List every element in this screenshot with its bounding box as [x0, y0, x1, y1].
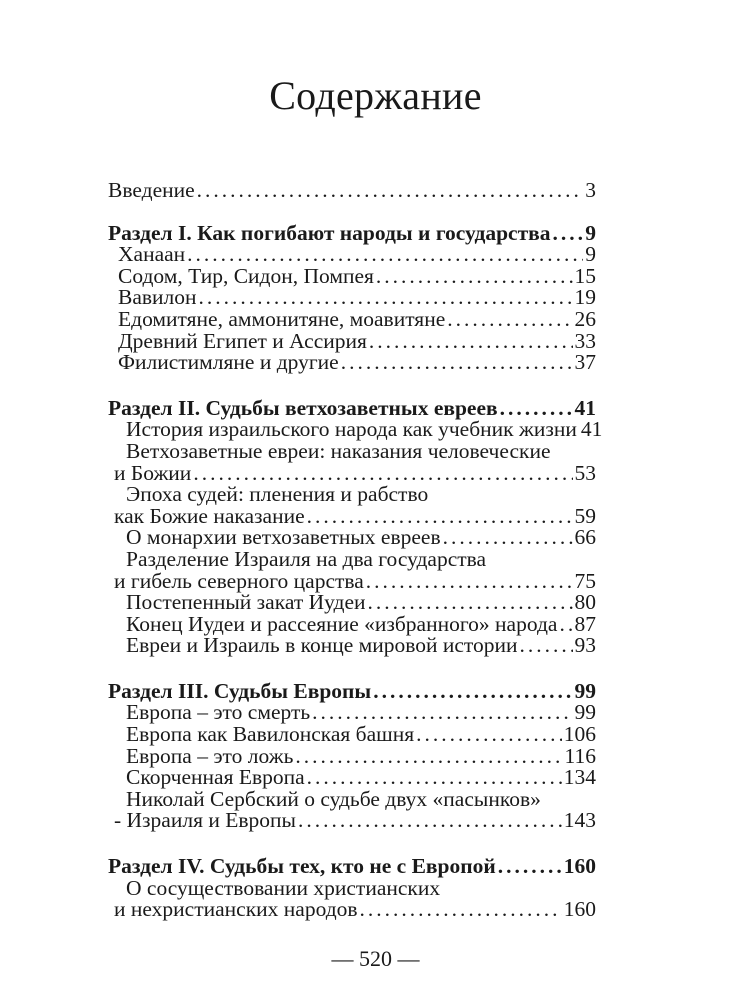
toc-entry-label-line1[interactable]: Разделение Израиля на два государства — [126, 546, 487, 571]
toc-entry-label-line1[interactable]: Николай Сербский о судьбе двух «пасынков» — [126, 786, 541, 811]
page-title: Содержание — [269, 73, 482, 118]
toc-section-label: Раздел IV. Судьбы тех, кто не с Европой — [108, 854, 496, 879]
leader-dots — [559, 614, 572, 636]
toc-entry[interactable] — [108, 328, 596, 353]
toc-entry-label: Введение — [108, 178, 195, 202]
toc-entry[interactable] — [108, 244, 596, 266]
toc-section-label: Раздел I. Как погибают народы и государства — [108, 220, 551, 245]
leader-dots — [307, 767, 562, 789]
toc-section-label: Раздел III. Судьбы Европы — [108, 678, 372, 703]
leader-dots — [368, 592, 573, 614]
toc-entry-page: 80 — [574, 590, 596, 615]
leader-dots — [443, 527, 573, 549]
toc-entry-label: Вавилон — [118, 285, 197, 310]
leader-dots — [197, 180, 584, 202]
toc-entry-label-line2: - Израиля и Европы — [114, 808, 296, 833]
leader-dots — [193, 463, 572, 485]
toc-entry-label: Едомитяне, аммонитяне, моавитяне — [118, 306, 446, 331]
toc-entry-label: Содом, Тир, Сидон, Помпея — [118, 263, 374, 288]
toc-entry-label: История израильского народа как учебник жизни — [126, 417, 577, 442]
toc-section-2[interactable] — [108, 395, 596, 420]
toc-section-page: 99 — [574, 678, 596, 703]
leader-dots — [307, 506, 573, 528]
toc-entry-page: 9 — [585, 242, 596, 267]
toc-entry[interactable] — [108, 724, 596, 746]
toc-entry-page: 116 — [564, 743, 596, 768]
toc-entry[interactable] — [108, 263, 596, 288]
toc-entry-label: Скорченная Европа — [126, 765, 305, 790]
toc-entry-intro[interactable] — [108, 180, 596, 202]
toc-section-page: 41 — [574, 395, 596, 420]
toc-entry-page: 37 — [574, 350, 596, 375]
toc-section-4[interactable] — [108, 856, 596, 878]
toc-entry-page: 53 — [574, 460, 596, 485]
toc-section-3[interactable] — [108, 678, 596, 703]
toc-entry-page: 93 — [574, 633, 596, 658]
leader-dots — [553, 223, 584, 245]
toc-entry[interactable] — [108, 743, 596, 768]
leader-dots — [187, 244, 583, 266]
leader-dots — [295, 746, 562, 768]
toc-section-page: 160 — [563, 854, 596, 879]
page-number: — 520 — — [331, 946, 420, 971]
toc-entry-page: 160 — [563, 897, 596, 922]
toc-entry-label: Древний Египет и Ассирия — [118, 328, 367, 353]
toc-entry-page: 15 — [574, 263, 596, 288]
toc-entry-label-line1[interactable]: Эпоха судей: пленения и рабство — [126, 482, 429, 507]
toc-entry[interactable] — [108, 592, 596, 614]
toc-entry[interactable] — [108, 611, 596, 636]
toc-entry-page: 3 — [585, 178, 596, 202]
toc-entry-page: 41 — [580, 417, 603, 442]
leader-dots — [520, 635, 573, 657]
toc-entry[interactable] — [108, 702, 596, 724]
leader-dots — [360, 899, 562, 921]
toc-entry[interactable] — [108, 568, 596, 593]
leader-dots — [376, 266, 573, 288]
toc-section-label: Раздел II. Судьбы ветхозаветных евреев — [108, 395, 498, 420]
toc-entry-page: 19 — [574, 285, 596, 310]
toc-entry[interactable] — [108, 527, 596, 549]
toc-entry[interactable] — [108, 417, 603, 442]
toc-entry[interactable] — [108, 503, 596, 528]
toc-entry-page: 106 — [563, 722, 596, 747]
leader-dots — [341, 352, 573, 374]
toc-entry-label: Европа – это ложь — [126, 743, 294, 768]
toc-entry-label: О монархии ветхозаветных евреев — [126, 525, 441, 550]
toc-entry-page: 75 — [574, 568, 596, 593]
toc-entry-label-line1[interactable]: О сосуществовании христианских — [126, 875, 441, 900]
leader-dots — [199, 287, 573, 309]
toc-section-1[interactable] — [108, 220, 596, 245]
toc-entry-label: Европа как Вавилонская башня — [126, 722, 415, 747]
leader-dots — [366, 571, 573, 593]
toc-entry-label: Постепенный закат Иудеи — [126, 590, 366, 615]
toc-section-page: 9 — [585, 220, 596, 245]
table-of-contents — [108, 178, 603, 922]
toc-entry[interactable] — [108, 460, 596, 485]
toc-entry[interactable] — [108, 899, 596, 921]
toc-entry[interactable] — [108, 767, 596, 789]
toc-entry[interactable] — [108, 306, 596, 331]
toc-entry-label-line1[interactable]: Ветхозаветные евреи: наказания человеческие — [126, 438, 551, 463]
toc-entry-page: 99 — [574, 700, 596, 725]
leader-dots — [498, 856, 562, 878]
toc-entry-label-line2: как Божие наказание — [114, 503, 305, 528]
toc-entry[interactable] — [108, 287, 596, 309]
toc-entry[interactable] — [108, 635, 596, 657]
toc-entry-label: Конец Иудеи и рассеяние «избранного» народа — [126, 611, 558, 636]
toc-entry[interactable] — [108, 810, 596, 832]
leader-dots — [416, 724, 562, 746]
toc-entry-label-line2: и нехристианских народов — [114, 897, 358, 922]
leader-dots — [373, 681, 572, 703]
toc-entry[interactable] — [108, 352, 596, 374]
toc-entry-page: 87 — [574, 611, 596, 636]
toc-entry-label: Европа – это смерть — [126, 700, 311, 725]
toc-entry-page: 143 — [563, 808, 596, 833]
leader-dots — [369, 331, 573, 353]
toc-entry-page: 134 — [563, 765, 596, 790]
leader-dots — [298, 810, 562, 832]
toc-entry-label: Филистимляне и другие — [118, 350, 339, 375]
toc-entry-label-line2: и Божии — [114, 460, 192, 485]
toc-entry-label: Ханаан — [118, 242, 186, 267]
leader-dots — [500, 398, 573, 420]
toc-entry-page: 26 — [574, 306, 596, 331]
toc-entry-label-line2: и гибель северного царства — [114, 568, 364, 593]
toc-entry-page: 59 — [574, 503, 596, 528]
toc-entry-label: Евреи и Израиль в конце мировой истории — [126, 633, 518, 658]
leader-dots — [312, 702, 572, 724]
toc-entry-page: 33 — [574, 328, 596, 353]
leader-dots — [447, 309, 572, 331]
toc-entry-page: 66 — [574, 525, 596, 550]
